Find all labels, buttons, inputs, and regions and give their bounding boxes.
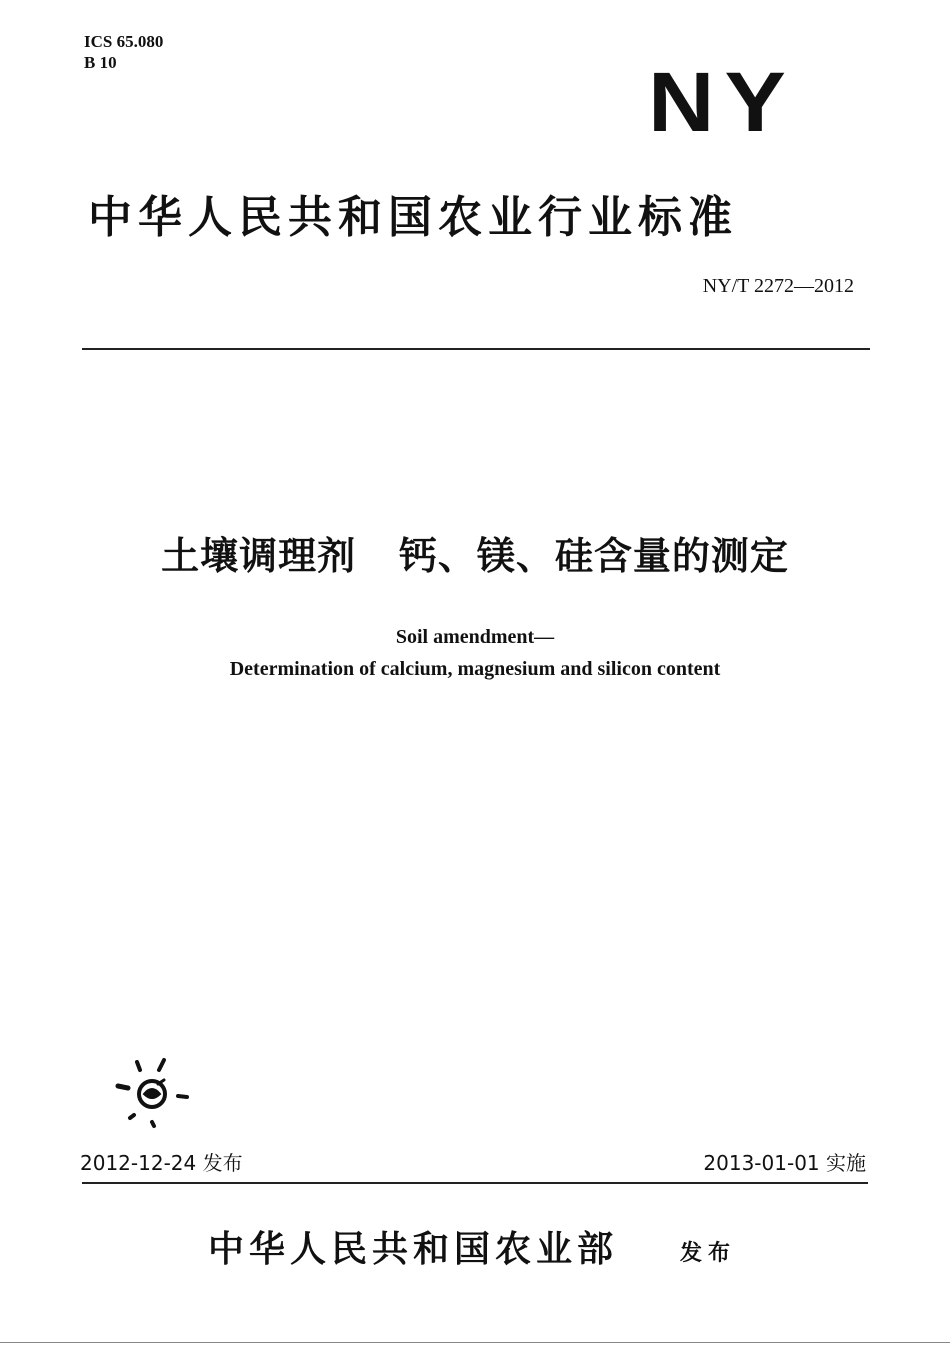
header-divider (82, 348, 870, 350)
title-chinese: 土壤调理剂 钙、镁、硅含量的测定 (161, 534, 789, 578)
title-english-line2: Determination of calcium, magnesium and silicon content (229, 658, 721, 680)
ics-code: ICS 65.080 (84, 32, 164, 51)
ministry-emblem-icon (112, 1056, 192, 1130)
publisher-suffix: 发布 (680, 1241, 737, 1266)
issue-date: 2012-12-24 发布 (80, 1151, 243, 1175)
standard-type: 中华人民共和国农业行业标准 (88, 192, 738, 243)
footer-divider (82, 1182, 868, 1184)
standard-code: NY/T 2272—2012 (702, 275, 854, 297)
title-english-line1: Soil amendment— (395, 626, 555, 648)
scan-edge-line (0, 1342, 950, 1343)
publisher-name: 中华人民共和国农业部 (208, 1228, 619, 1270)
ny-logo: NY (648, 55, 796, 150)
classification-code: B 10 (84, 53, 117, 72)
implementation-date: 2013-01-01 实施 (703, 1151, 866, 1175)
